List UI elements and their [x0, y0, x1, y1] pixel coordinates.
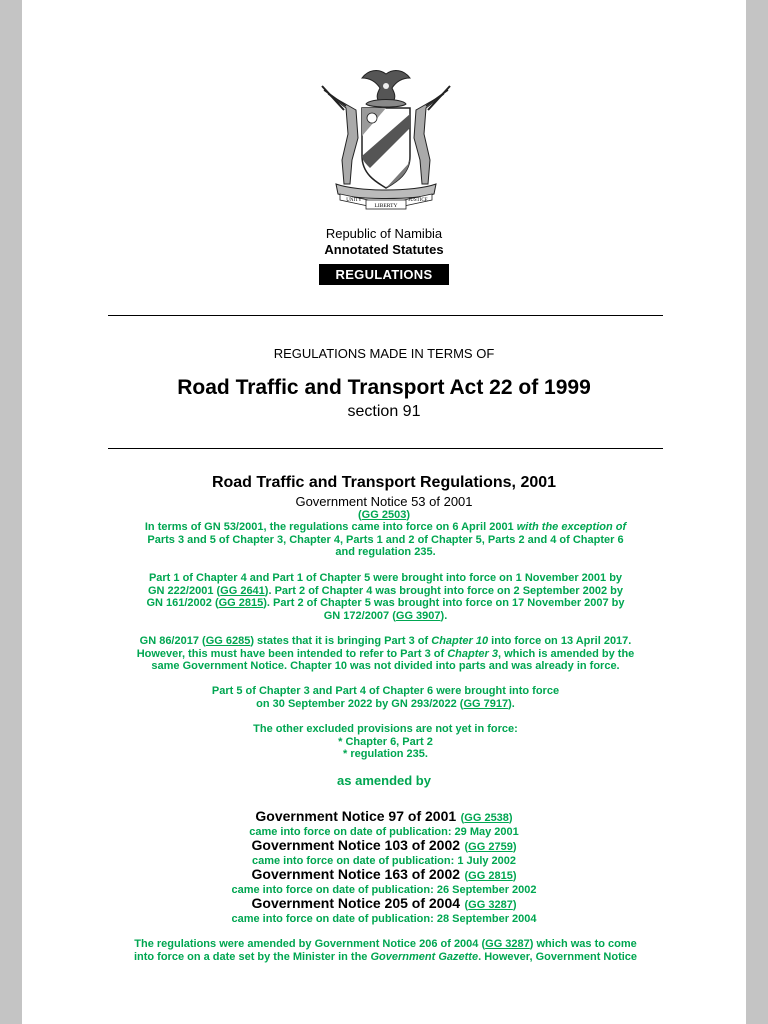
gazette-link-2759[interactable]: GG 2759	[468, 841, 513, 853]
amendment-item: Government Notice 163 of 2002 (GG 2815) came into force on date of publication: 26 September 2002	[22, 866, 746, 896]
government-notice-label: Government Notice 53 of 2001	[295, 494, 473, 509]
amendment-title: Government Notice 163 of 2002	[251, 866, 461, 882]
note-text: on 30 September 2022 by GN 293/2022 (	[256, 697, 464, 710]
amendment-item: Government Notice 97 of 2001 (GG 2538) came into force on date of publication: 29 May 2001	[22, 808, 746, 838]
amendment-date: came into force on date of publication: 1 July 2002	[251, 855, 517, 867]
note-text: The other excluded provisions are not yet in force:	[253, 723, 518, 735]
note-part-commencement	[108, 572, 663, 622]
as-amended-heading: as amended by	[337, 773, 431, 788]
note-text: same Government Notice. Chapter 10 was not divided into parts and was already in force.	[151, 660, 620, 673]
gazette-link-2815[interactable]: GG 2815	[468, 870, 513, 882]
note-text: , which is amended by the	[497, 647, 635, 660]
regulations-badge: REGULATIONS	[319, 264, 449, 285]
note-text: Parts 3 and 5 of Chapter 3, Chapter 4, Parts 1 and 2 of Chapter 5, Parts 2 and 4 of Chapter 6	[147, 533, 624, 546]
gazette-link-2815[interactable]: GG 2815	[218, 597, 264, 610]
note-text: ) states that it is bringing Part 3 of	[250, 635, 432, 647]
note-commencement	[108, 521, 663, 559]
note-text: * regulation 235.	[343, 748, 428, 761]
amendment-date: came into force on date of publication: 26 September 2002	[231, 884, 537, 896]
amendment-title: Government Notice 97 of 2001	[255, 808, 457, 824]
annotated-statutes-label: Annotated Statutes	[324, 242, 444, 257]
gazette-link-3287[interactable]: GG 3287	[485, 938, 530, 950]
note-text: and regulation 235.	[335, 546, 436, 559]
note-text: . However, Government Notice	[478, 950, 638, 963]
note-text: ) which was to come	[529, 938, 637, 950]
amendment-title: Government Notice 103 of 2002	[251, 837, 461, 853]
gazette-link-7917[interactable]: GG 7917	[463, 697, 509, 710]
gazette-link-3287[interactable]: GG 3287	[468, 899, 513, 911]
document-page	[22, 0, 746, 1024]
section-label: section 91	[347, 403, 421, 420]
amendment-item: Government Notice 205 of 2004 (GG 3287) came into force on date of publication: 28 September 2004	[22, 895, 746, 925]
note-emphasis: Government Gazette	[370, 950, 479, 963]
note-text: Part 1 of Chapter 4 and Part 1 of Chapter 5 were brought into force on 1 November 2001 by	[148, 572, 623, 584]
gazette-ref: (GG 2503)	[358, 509, 410, 521]
note-text: into force on a date set by the Minister in the	[133, 950, 371, 963]
note-emphasis: with the exception of	[516, 521, 627, 533]
note-gn-206	[108, 938, 663, 963]
motto-justice: JUSTICE	[408, 198, 428, 203]
note-chapter-10	[108, 635, 663, 673]
note-text: In terms of GN 53/2001, the regulations came into force on 6 April 2001	[144, 521, 517, 533]
gazette-link-2503[interactable]: GG 2503	[361, 509, 407, 521]
note-text: * Chapter 6, Part 2	[338, 735, 433, 748]
note-not-in-force	[108, 723, 663, 761]
note-text: GN 161/2002 (	[146, 597, 219, 610]
publication-header	[22, 226, 746, 285]
coat-of-arms-emblem	[318, 64, 454, 212]
gazette-link-3907[interactable]: GG 3907	[395, 609, 441, 622]
note-2022-commencement	[108, 685, 663, 710]
note-text: GN 86/2017 (	[139, 635, 206, 647]
motto-liberty: LIBERTY	[374, 203, 398, 209]
divider-bottom	[108, 448, 663, 449]
motto-unity: UNITY	[346, 198, 362, 203]
amendment-date: came into force on date of publication: 28 September 2004	[231, 913, 537, 925]
gazette-link-2538[interactable]: GG 2538	[464, 812, 509, 824]
note-text: into force on 13 April 2017.	[488, 635, 632, 647]
regulation-title: Road Traffic and Transport Regulations, 2001	[211, 474, 557, 491]
note-text: Part 5 of Chapter 3 and Part 4 of Chapter 6 were brought into force	[211, 685, 560, 697]
gazette-link-6285[interactable]: GG 6285	[205, 635, 251, 647]
note-text: However, this must have been intended to refer to Part 3 of	[136, 647, 448, 660]
divider-top	[108, 315, 663, 316]
amendment-date: came into force on date of publication: 29 May 2001	[249, 826, 519, 838]
act-title: Road Traffic and Transport Act 22 of 1999	[177, 376, 591, 399]
note-text: ). Part 2 of Chapter 5 was brought into force on 17 November 2007 by	[263, 597, 625, 610]
republic-label: Republic of Namibia	[325, 226, 443, 241]
note-text: ). Part 2 of Chapter 4 was brought into force on 2 September 2002 by	[264, 584, 623, 597]
note-text: ).	[508, 697, 515, 710]
amendment-title: Government Notice 205 of 2004	[251, 895, 461, 911]
note-text: GN 172/2007 (	[323, 609, 396, 622]
note-text: ).	[440, 609, 448, 622]
made-in-terms-label: REGULATIONS MADE IN TERMS OF	[273, 346, 495, 361]
amendment-item: Government Notice 103 of 2002 (GG 2759) came into force on date of publication: 1 July 2002	[22, 837, 746, 867]
note-text: GN 222/2001 (	[148, 584, 221, 597]
note-text: The regulations were amended by Government Notice 206 of 2004 (	[134, 938, 486, 950]
gazette-link-2641[interactable]: GG 2641	[220, 584, 265, 597]
note-emphasis: Chapter 10	[431, 635, 489, 647]
note-emphasis: Chapter 3	[447, 647, 498, 660]
